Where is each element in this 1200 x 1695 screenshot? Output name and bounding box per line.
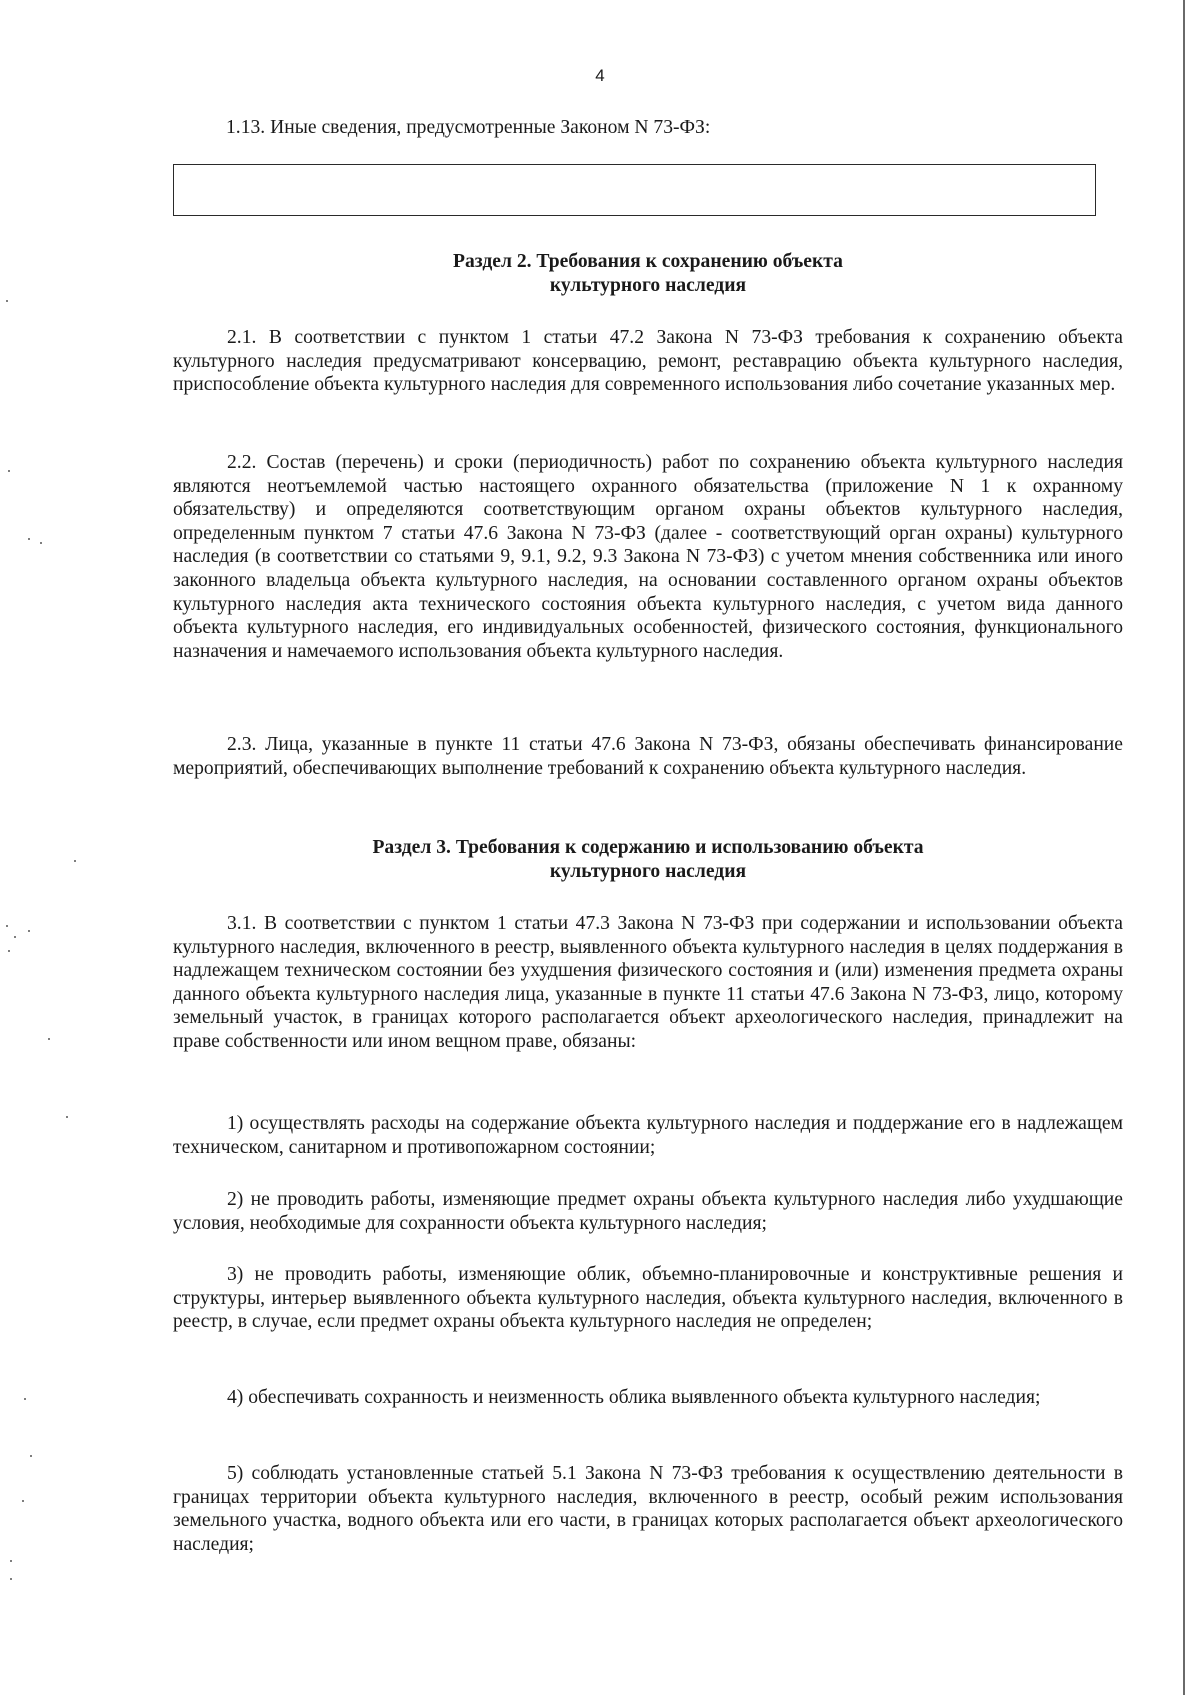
- section-3-title-line2: культурного наследия: [549, 861, 747, 882]
- page-edge-line: [1183, 0, 1185, 1695]
- scan-speck: [48, 1038, 50, 1040]
- scan-speck: [14, 936, 16, 938]
- paragraph-2-2: 2.2. Состав (перечень) и сроки (периодичность) работ по сохранению объекта культурного наследия являются неотъемлемой частью настоящего охранного обязательства (приложение N 1 к охранному обязательству) и определяются соответствующим органом охраны объектов культурного наследия, определенным пунктом 7 статьи 47.6 Закона N 73-ФЗ (далее - соответствующий орган охраны) культурного наследия (в соответствии со статьями 9, 9.1, 9.2, 9.3 Закона N 73-ФЗ) с учетом мнения собственника или иного законного владельца объекта культурного наследия, на основании составленного органом охраны объектов культурного наследия акта технического состояния объекта культурного наследия, с учетом вида данного объекта культурного наследия, его индивидуальных особенностей, физического состояния, функционального назначения и намечаемого использования объекта культурного наследия.: [173, 452, 1123, 662]
- scan-speck: [8, 950, 10, 952]
- section-2-title-line2: культурного наследия: [549, 275, 747, 296]
- paragraph-2-1: 2.1. В соответствии с пунктом 1 статьи 47.2 Закона N 73-ФЗ требования к сохранению объекта культурного наследия предусматривают консервацию, ремонт, реставрацию объекта культурного наследия, приспособление объекта культурного наследия для современного использования либо сочетание указанных мер.: [173, 327, 1123, 396]
- paragraph-2-3: 2.3. Лица, указанные в пункте 11 статьи 47.6 Закона N 73-ФЗ, обязаны обеспечивать финансирование мероприятий, обеспечивающих выполнение требований к сохранению объекта культурного наследия.: [173, 734, 1123, 779]
- empty-info-box: [173, 164, 1096, 216]
- scan-speck: [66, 1116, 68, 1118]
- section-2-heading: [173, 250, 1123, 298]
- scan-speck: [6, 925, 8, 927]
- scan-speck: [40, 542, 42, 544]
- scan-speck: [8, 470, 10, 472]
- scan-speck: [6, 300, 8, 302]
- scan-speck: [22, 1500, 24, 1502]
- section-2-title-line1: Раздел 2. Требования к сохранению объекта: [453, 251, 843, 272]
- scan-speck: [10, 1560, 12, 1562]
- list-item-5: 5) соблюдать установленные статьей 5.1 Закона N 73-ФЗ требования к осуществлению деятельности в границах территории объекта культурного наследия, включенного в реестр, особый режим использования земельного участка, водного объекта или его части, в границах которых располагается объект археологического наследия;: [173, 1463, 1123, 1555]
- section-3-heading: [173, 836, 1123, 884]
- item-1-13: 1.13. Иные сведения, предусмотренные Законом N 73-ФЗ:: [226, 117, 711, 138]
- list-item-3: 3) не проводить работы, изменяющие облик, объемно-планировочные и конструктивные решения и структуры, интерьер выявленного объекта культурного наследия, объекта культурного наследия, включенного в реестр, в случае, если предмет охраны объекта культурного наследия не определен;: [173, 1264, 1123, 1333]
- paragraph-3-1: 3.1. В соответствии с пунктом 1 статьи 47.3 Закона N 73-ФЗ при содержании и использовании объекта культурного наследия, включенного в реестр, выявленного объекта культурного наследия в целях поддержания в надлежащем техническом состоянии без ухудшения физического состояния и (или) изменения предмета охраны данного объекта культурного наследия лица, указанные в пункте 11 статьи 47.6 Закона N 73-ФЗ, лицо, которому земельный участок, в границах которого располагается объект археологического наследия, принадлежит на праве собственности или ином вещном праве, обязаны:: [173, 913, 1123, 1052]
- list-item-4: 4) обеспечивать сохранность и неизменность облика выявленного объекта культурного наследия;: [227, 1387, 1041, 1408]
- scan-speck: [10, 1578, 12, 1580]
- section-3-title-line1: Раздел 3. Требования к содержанию и использованию объекта: [372, 837, 924, 858]
- scan-speck: [24, 1398, 26, 1400]
- list-item-2: 2) не проводить работы, изменяющие предмет охраны объекта культурного наследия либо ухудшающие условия, необходимые для сохранности объекта культурного наследия;: [173, 1189, 1123, 1234]
- scan-speck: [28, 930, 30, 932]
- list-item-1: 1) осуществлять расходы на содержание объекта культурного наследия и поддержание его в надлежащем техническом, санитарном и противопожарном состоянии;: [173, 1113, 1123, 1158]
- scan-speck: [28, 538, 30, 540]
- page-number: 4: [595, 66, 605, 85]
- scan-speck: [74, 860, 76, 862]
- scan-speck: [30, 1455, 32, 1457]
